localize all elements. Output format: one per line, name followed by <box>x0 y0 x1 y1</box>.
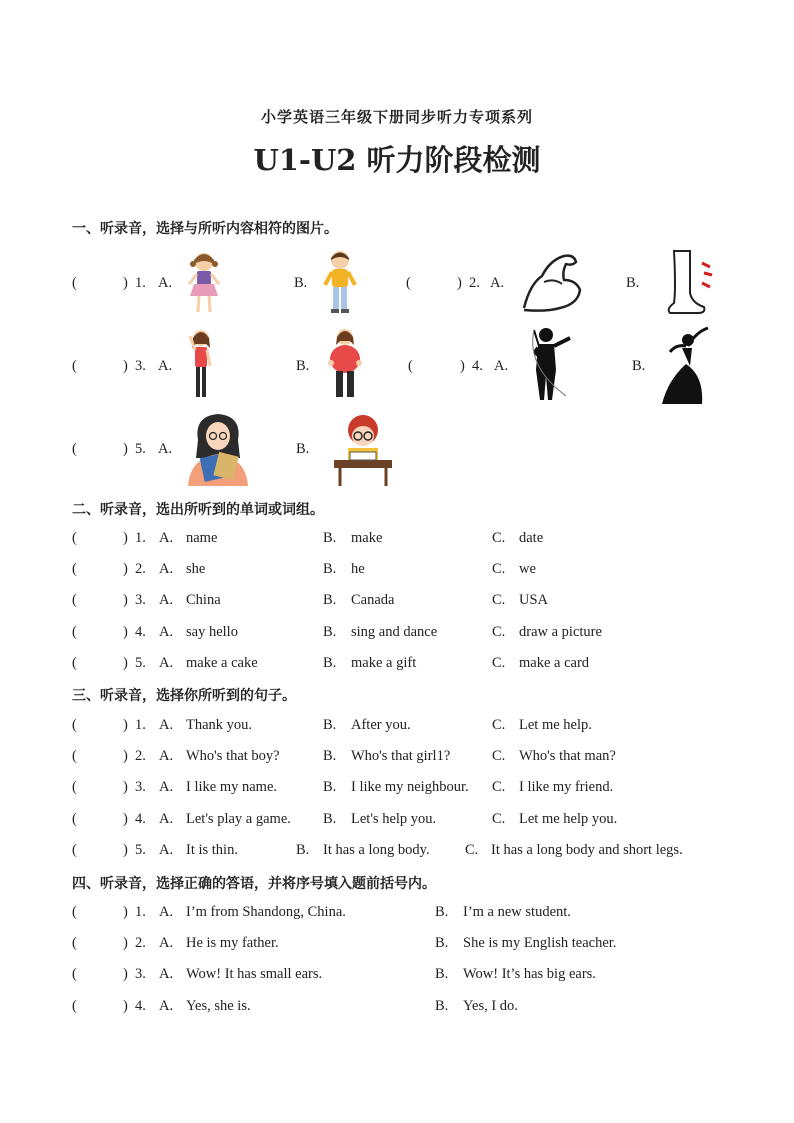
option-b-text: make a gift <box>351 654 417 671</box>
option-c-text: Let me help. <box>519 717 592 733</box>
option-b-label: B. <box>323 654 337 671</box>
answer-blank-close: ) <box>123 748 128 765</box>
option-c-label: C. <box>465 841 479 858</box>
option-a-text: Who's that boy? <box>186 748 280 765</box>
option-c-text: I like my friend. <box>519 779 614 796</box>
dancer-icon <box>658 326 714 406</box>
option-b-label: B. <box>323 810 337 827</box>
option-c-label: C. <box>492 779 506 796</box>
answer-blank-close: ) <box>123 841 128 858</box>
option-b-text: Who's that girl1? <box>351 748 451 765</box>
question-number: 3. <box>135 966 146 983</box>
option-b-label: B. <box>294 275 308 291</box>
answer-blank-close: ) <box>123 561 128 578</box>
answer-blank-open: ( <box>72 358 77 374</box>
option-c-label: C. <box>492 810 506 827</box>
option-a-text: name <box>186 530 218 546</box>
answer-blank-open: ( <box>72 592 77 609</box>
option-b-text: Yes, I do. <box>463 997 518 1014</box>
leg-icon <box>664 249 716 315</box>
option-a-label: A. <box>159 841 174 858</box>
option-b-label: B. <box>296 358 310 374</box>
option-a-label: A. <box>159 592 174 609</box>
option-a-label: A. <box>159 966 174 983</box>
option-a-label: A. <box>159 810 174 827</box>
option-a-text: He is my father. <box>186 935 279 952</box>
option-c-text: make a card <box>519 654 590 671</box>
answer-blank-close: ) <box>123 275 128 291</box>
option-b-label: B. <box>323 592 337 609</box>
question-number: 4. <box>135 997 146 1014</box>
question-number: 2. <box>135 748 146 765</box>
answer-blank-close: ) <box>123 717 128 733</box>
option-a-label: A. <box>159 561 174 578</box>
section4-heading: 四、听录音，选择正确的答语，并将序号填入题前括号内。 <box>72 876 436 892</box>
question-number: 5. <box>135 654 146 671</box>
option-c-label: C. <box>492 654 506 671</box>
option-b-label: B. <box>323 779 337 796</box>
question-number: 1. <box>135 530 146 546</box>
option-a-text: she <box>186 561 206 578</box>
option-a-label: A. <box>159 654 174 671</box>
answer-blank-close: ) <box>123 441 128 457</box>
page-title: U1-U2 听力阶段检测 <box>253 143 541 177</box>
answer-blank-open: ( <box>72 935 77 952</box>
answer-blank-close: ) <box>123 530 128 546</box>
answer-blank-close: ) <box>123 966 128 983</box>
option-b-text: make <box>351 530 383 546</box>
question-number: 3. <box>135 358 146 374</box>
question-number: 4. <box>135 810 146 827</box>
answer-blank-open: ( <box>72 623 77 640</box>
answer-blank-close: ) <box>123 935 128 952</box>
option-a-text: Yes, she is. <box>186 997 251 1014</box>
answer-blank-close: ) <box>123 654 128 671</box>
answer-blank-close: ) <box>460 358 465 374</box>
option-b-text: Let's help you. <box>351 810 437 827</box>
answer-blank-open: ( <box>72 561 77 578</box>
option-a-label: A. <box>158 441 173 457</box>
option-a-text: China <box>186 592 221 609</box>
answer-blank-open: ( <box>72 530 77 546</box>
question-number: 1. <box>135 275 146 291</box>
option-c-label: C. <box>492 592 506 609</box>
boy-icon <box>322 249 358 317</box>
option-b-label: B. <box>632 358 646 374</box>
section2-heading: 二、听录音，选出所听到的单词或词组。 <box>72 502 324 518</box>
option-a-label: A. <box>159 748 174 765</box>
singer-icon <box>522 326 578 404</box>
answer-blank-close: ) <box>123 997 128 1014</box>
option-c-text: draw a picture <box>519 623 602 640</box>
option-c-text: Let me help you. <box>519 810 618 827</box>
option-a-text: I’m from Shandong, China. <box>186 904 346 920</box>
teacher-icon <box>186 410 252 486</box>
answer-blank-open: ( <box>72 441 77 457</box>
option-b-label: B. <box>626 275 640 291</box>
question-number: 1. <box>135 904 146 920</box>
answer-blank-open: ( <box>72 779 77 796</box>
question-number: 3. <box>135 592 146 609</box>
answer-blank-open: ( <box>72 997 77 1014</box>
answer-blank-close: ) <box>123 623 128 640</box>
option-a-label: A. <box>159 623 174 640</box>
option-c-label: C. <box>492 623 506 640</box>
option-b-label: B. <box>323 561 337 578</box>
question-number: 2. <box>135 561 146 578</box>
answer-blank-open: ( <box>406 275 411 291</box>
question-number: 2. <box>469 275 480 291</box>
question-number: 5. <box>135 441 146 457</box>
option-c-text: It has a long body and short legs. <box>491 841 683 858</box>
option-a-text: Thank you. <box>186 717 253 733</box>
question-number: 5. <box>135 841 146 858</box>
answer-blank-close: ) <box>123 592 128 609</box>
option-a-label: A. <box>494 358 509 374</box>
question-number: 1. <box>135 717 146 733</box>
option-a-label: A. <box>159 779 174 796</box>
option-b-text: I’m a new student. <box>463 904 571 920</box>
answer-blank-close: ) <box>123 358 128 374</box>
option-b-text: Wow! It’s has big ears. <box>463 966 596 983</box>
answer-blank-open: ( <box>72 717 77 733</box>
section3-heading: 三、听录音，选择你所听到的句子。 <box>72 688 296 704</box>
option-a-text: say hello <box>186 623 238 640</box>
question-number: 3. <box>135 779 146 796</box>
option-b-label: B. <box>323 623 337 640</box>
answer-blank-open: ( <box>72 966 77 983</box>
option-a-label: A. <box>159 530 174 546</box>
option-c-text: USA <box>519 592 549 609</box>
option-c-text: we <box>519 561 536 578</box>
option-b-text: It has a long body. <box>323 841 430 858</box>
fat-woman-icon <box>325 327 365 403</box>
option-b-label: B. <box>323 748 337 765</box>
option-b-text: She is my English teacher. <box>463 935 617 952</box>
arm-muscle-icon <box>520 250 586 314</box>
option-c-label: C. <box>492 748 506 765</box>
answer-blank-open: ( <box>72 841 77 858</box>
option-a-text: make a cake <box>186 654 258 671</box>
option-b-label: B. <box>435 935 449 952</box>
answer-blank-close: ) <box>123 779 128 796</box>
option-b-label: B. <box>323 530 337 546</box>
option-b-label: B. <box>435 997 449 1014</box>
option-b-label: B. <box>296 441 310 457</box>
option-a-label: A. <box>158 358 173 374</box>
answer-blank-close: ) <box>123 810 128 827</box>
section1-heading: 一、听录音，选择与所听内容相符的图片。 <box>72 221 338 237</box>
option-b-text: sing and dance <box>351 623 438 640</box>
answer-blank-open: ( <box>72 904 77 920</box>
option-c-label: C. <box>492 717 506 733</box>
student-icon <box>334 410 392 488</box>
option-a-text: Let's play a game. <box>186 810 291 827</box>
option-a-label: A. <box>159 997 174 1014</box>
answer-blank-open: ( <box>72 810 77 827</box>
option-a-label: A. <box>159 904 174 920</box>
answer-blank-open: ( <box>408 358 413 374</box>
thin-woman-icon <box>186 328 216 404</box>
option-a-label: A. <box>159 717 174 733</box>
option-b-text: After you. <box>351 717 411 733</box>
option-b-text: Canada <box>351 592 395 609</box>
option-b-label: B. <box>435 904 449 920</box>
option-a-label: A. <box>490 275 505 291</box>
option-b-label: B. <box>435 966 449 983</box>
option-c-text: Who's that man? <box>519 748 616 765</box>
girl-icon <box>184 250 224 318</box>
option-a-text: Wow! It has small ears. <box>186 966 323 983</box>
option-b-text: I like my neighbour. <box>351 779 469 796</box>
answer-blank-open: ( <box>72 748 77 765</box>
answer-blank-close: ) <box>123 904 128 920</box>
option-b-label: B. <box>323 717 337 733</box>
option-b-text: he <box>351 561 365 578</box>
option-c-text: date <box>519 530 544 546</box>
option-a-label: A. <box>158 275 173 291</box>
question-number: 2. <box>135 935 146 952</box>
question-number: 4. <box>135 623 146 640</box>
answer-blank-open: ( <box>72 275 77 291</box>
answer-blank-close: ) <box>457 275 462 291</box>
page-subtitle: 小学英语三年级下册同步听力专项系列 <box>260 108 533 126</box>
option-a-text: I like my name. <box>186 779 278 796</box>
answer-blank-open: ( <box>72 654 77 671</box>
option-a-label: A. <box>159 935 174 952</box>
option-c-label: C. <box>492 561 506 578</box>
option-b-label: B. <box>296 841 310 858</box>
option-c-label: C. <box>492 530 506 546</box>
option-a-text: It is thin. <box>186 841 238 858</box>
question-number: 4. <box>472 358 483 374</box>
